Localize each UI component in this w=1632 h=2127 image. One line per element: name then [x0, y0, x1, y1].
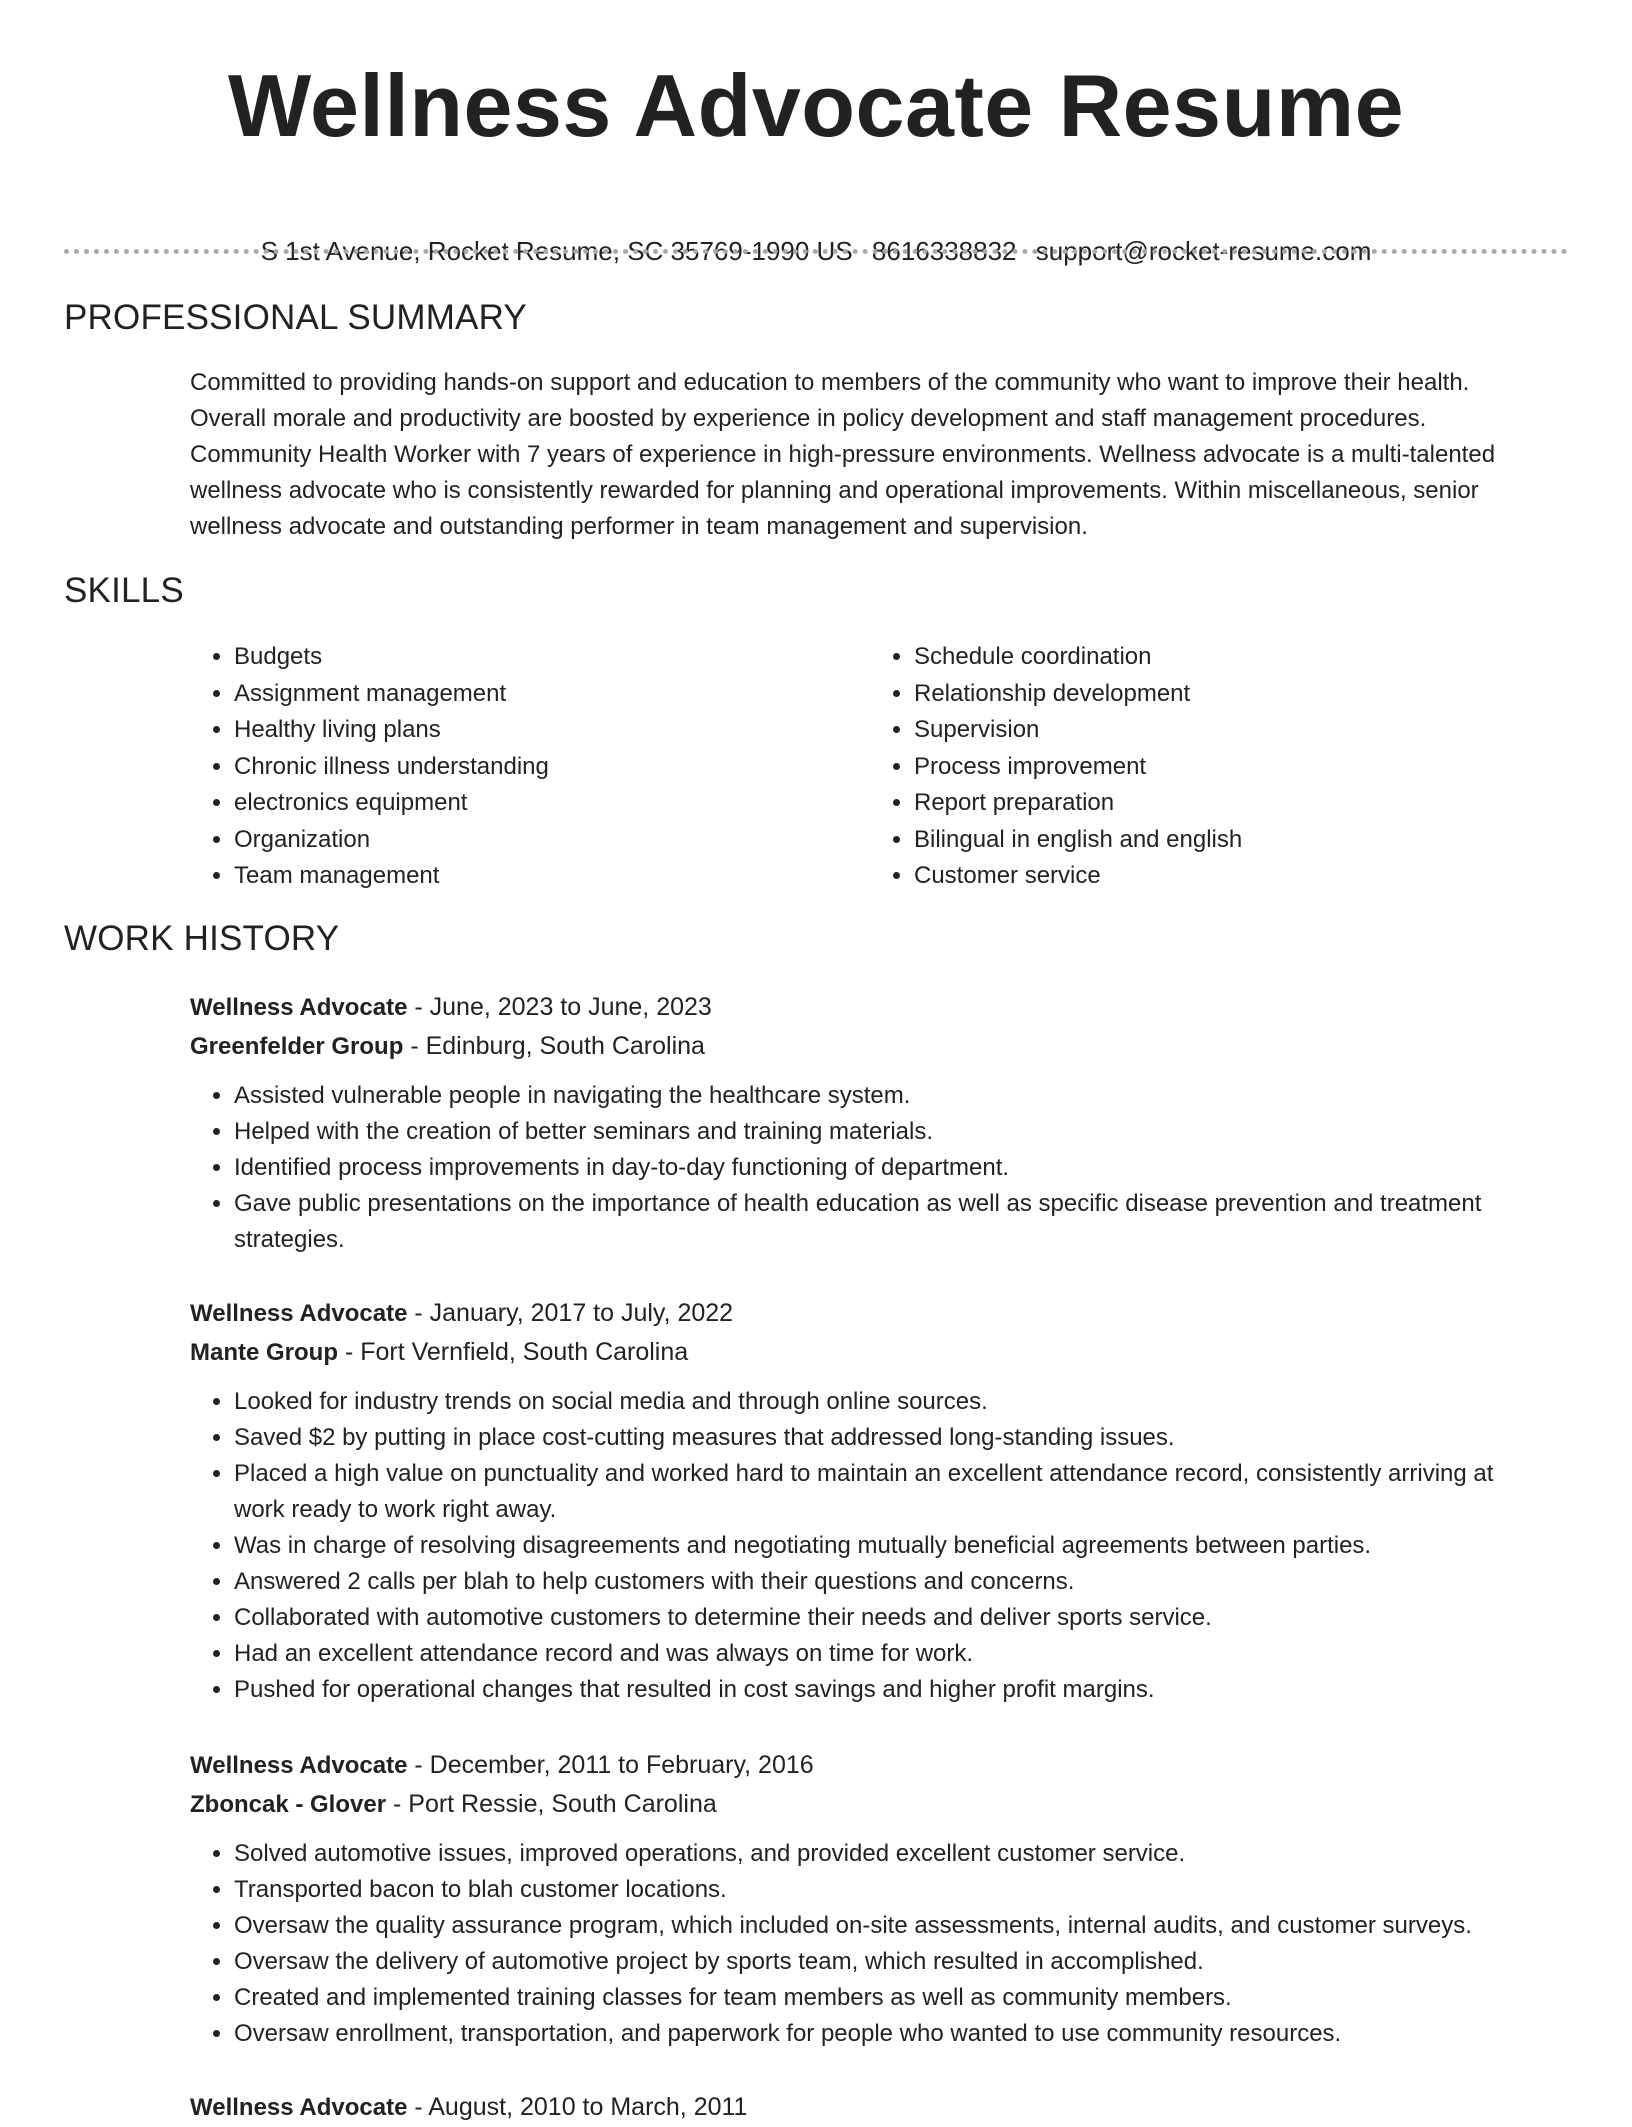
job-bullets: [190, 1078, 1550, 1258]
job-title: Wellness Advocate: [190, 1752, 408, 1779]
job-dates: - June, 2023 to June, 2023: [407, 993, 712, 1021]
job-title-line: [190, 1294, 1550, 1333]
job-bullet: • Transported bacon to blah customer locations.: [234, 1872, 1550, 1908]
resume-title: Wellness Advocate Resume: [227, 56, 1405, 155]
contact-email: support@rocket-resume.com: [1035, 236, 1372, 266]
job-company-line: [190, 1027, 1550, 1066]
job-title: Wellness Advocate: [190, 994, 408, 1021]
job-title-line: [190, 2088, 1550, 2127]
job-dates: - January, 2017 to July, 2022: [407, 1299, 734, 1327]
skill-item: • electronics equipment: [234, 785, 870, 822]
job-entry: [190, 1294, 1550, 1708]
job-title-line: [190, 1746, 1550, 1785]
job-bullet: • Was in charge of resolving disagreements and negotiating mutually beneficial agreements between parties.: [234, 1528, 1550, 1564]
skill-item: • Report preparation: [914, 785, 1550, 822]
job-bullets: [190, 1836, 1550, 2052]
job-location: - Edinburg, South Carolina: [403, 1032, 705, 1060]
job-bullet: • Gave public presentations on the importance of health education as well as specific disease prevention and treatment strategies.: [234, 1186, 1550, 1258]
skill-item: • Customer service: [914, 858, 1550, 895]
job-entry: [190, 2088, 1550, 2127]
contact-phone: 8616338832: [871, 236, 1017, 266]
job-bullet: • Oversaw the quality assurance program, which included on-site assessments, internal audits, and customer surveys.: [234, 1908, 1550, 1944]
job-entry: [190, 1746, 1550, 2052]
job-bullet: • Had an excellent attendance record and was always on time for work.: [234, 1636, 1550, 1672]
job-bullet: • Oversaw the delivery of automotive project by sports team, which resulted in accomplished.: [234, 1944, 1550, 1980]
job-bullet: • Helped with the creation of better seminars and training materials.: [234, 1114, 1550, 1150]
job-bullet: • Pushed for operational changes that resulted in cost savings and higher profit margins.: [234, 1672, 1550, 1708]
skills-list: [190, 639, 1550, 895]
summary-text: Committed to providing hands-on support and education to members of the community who want to improve their health. Overall morale and productivity are boosted by experience in policy development and staff management procedures. Community Health Worker with 7 years of experience in high-pressure environments. Wellness advocate is a multi-talented wellness advocate who is consistently rewarded for planning and operational improvements. Within miscellaneous, senior wellness advocate and outstanding performer in team management and supervision.: [190, 369, 1496, 540]
job-dates: - December, 2011 to February, 2016: [407, 1751, 814, 1779]
skills-column-left: [190, 639, 870, 895]
job-bullet: • Saved $2 by putting in place cost-cutting measures that addressed long-standing issues.: [234, 1420, 1550, 1456]
job-location: - Fort Vernfield, South Carolina: [338, 1338, 689, 1366]
skill-item: • Team management: [234, 858, 870, 895]
skill-item: • Chronic illness understanding: [234, 749, 870, 786]
section-title-work-history: WORK HISTORY: [64, 919, 340, 958]
job-bullet: • Looked for industry trends on social media and through online sources.: [234, 1384, 1550, 1420]
job-bullet: • Identified process improvements in day-to-day functioning of department.: [234, 1150, 1550, 1186]
skill-item: • Bilingual in english and english: [914, 822, 1550, 859]
job-bullet: • Oversaw enrollment, transportation, and paperwork for people who wanted to use community resources.: [234, 2016, 1550, 2052]
job-company-line: [190, 1785, 1550, 1824]
job-title: Wellness Advocate: [190, 2094, 408, 2121]
job-bullets: [190, 1384, 1550, 1708]
section-title-summary: PROFESSIONAL SUMMARY: [64, 298, 527, 337]
job-bullet: • Answered 2 calls per blah to help customers with their questions and concerns.: [234, 1564, 1550, 1600]
job-title-line: [190, 988, 1550, 1027]
job-dates: - August, 2010 to March, 2011: [407, 2093, 748, 2121]
job-bullet: • Assisted vulnerable people in navigating the healthcare system.: [234, 1078, 1550, 1114]
job-company: Mante Group: [190, 1339, 338, 1366]
job-entry: [190, 988, 1550, 1258]
skill-item: • Budgets: [234, 639, 870, 676]
job-company: Zboncak - Glover: [190, 1791, 387, 1818]
header-divider: [64, 249, 1568, 254]
skill-item: • Schedule coordination: [914, 639, 1550, 676]
skills-column-right: [870, 639, 1550, 895]
job-company: Greenfelder Group: [190, 1033, 404, 1060]
skill-item: • Relationship development: [914, 676, 1550, 713]
job-bullet: • Solved automotive issues, improved operations, and provided excellent customer service.: [234, 1836, 1550, 1872]
skill-item: • Process improvement: [914, 749, 1550, 786]
job-company-line: [190, 1333, 1550, 1372]
contact-address: S 1st Avenue, Rocket Resume, SC 35769-1990 US: [260, 236, 853, 266]
job-bullet: • Created and implemented training classes for team members as well as community members.: [234, 1980, 1550, 2016]
skill-item: • Organization: [234, 822, 870, 859]
job-bullet: • Collaborated with automotive customers to determine their needs and deliver sports service.: [234, 1600, 1550, 1636]
job-title: Wellness Advocate: [190, 1300, 408, 1327]
job-bullet: • Placed a high value on punctuality and worked hard to maintain an excellent attendance record, consistently arriving at work ready to work right away.: [234, 1456, 1550, 1528]
skill-item: • Healthy living plans: [234, 712, 870, 749]
job-location: - Port Ressie, South Carolina: [386, 1790, 717, 1818]
section-title-skills: SKILLS: [64, 571, 184, 610]
skill-item: • Supervision: [914, 712, 1550, 749]
skill-item: • Assignment management: [234, 676, 870, 713]
